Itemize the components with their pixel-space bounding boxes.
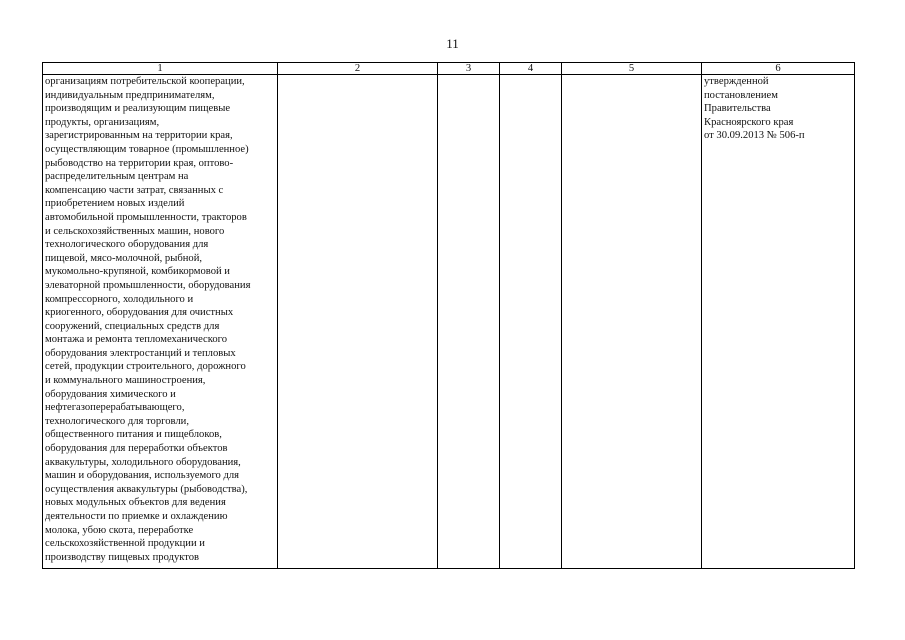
text-line: производству пищевых продуктов — [45, 551, 200, 563]
text-line: осуществления аквакультуры (рыбоводства), — [45, 483, 248, 495]
text-line: монтажа и ремонта тепломеханического — [45, 334, 228, 346]
text-line: общественного питания и пищеблоков, — [45, 429, 222, 441]
cell-col-3 — [438, 75, 500, 569]
text-line: производящим и реализующим пищевые — [45, 103, 231, 115]
cell-recipients-description — [43, 75, 278, 569]
text-line: автомобильной промышленности, тракторов — [45, 211, 247, 223]
text-line: пищевой, мясо-молочной, рыбной, — [45, 252, 203, 264]
text-line: Правительства — [704, 103, 771, 115]
text-line: приобретением новых изделий — [45, 198, 185, 210]
text-line: компенсацию части затрат, связанных с — [45, 184, 224, 196]
text-line: новых модульных объектов для ведения — [45, 497, 226, 509]
text-line: постановлением — [704, 89, 778, 101]
text-line: организациям потребительской кооперации, — [45, 76, 245, 87]
text-line: технологического для торговли, — [45, 415, 189, 427]
cell-col-5 — [562, 75, 702, 569]
text-line: утвержденной — [704, 76, 769, 87]
text-line: от 30.09.2013 № 506-п — [704, 130, 805, 142]
text-line: машин и оборудования, используемого для — [45, 470, 240, 482]
text-line: сельскохозяйственной продукции и — [45, 538, 205, 550]
text-line: оборудования химического и — [45, 388, 176, 400]
text-line: оборудования для переработки объектов — [45, 443, 228, 455]
column-header-3: 3 — [438, 63, 500, 75]
text-line: нефтегазоперерабатывающего, — [45, 402, 185, 414]
text-line: компрессорного, холодильного и — [45, 293, 194, 305]
column-header-1: 1 — [43, 63, 278, 75]
text-line: и сельскохозяйственных машин, нового — [45, 225, 225, 237]
text-line: продукты, организациям, — [45, 116, 160, 128]
text-line: оборудования электростанций и тепловых — [45, 347, 236, 359]
data-table — [42, 62, 855, 569]
text-line: сетей, продукции строительного, дорожного — [45, 361, 246, 373]
text-line: рыбоводство на территории края, оптово- — [45, 157, 234, 169]
text-line: зарегистрированным на территории края, — [45, 130, 233, 142]
text-line: молока, убою скота, переработке — [45, 524, 194, 536]
text-line: криогенного, оборудования для очистных — [45, 307, 234, 319]
table-row — [43, 75, 855, 569]
text-line: сооружений, специальных средств для — [45, 320, 220, 332]
cell-col-4 — [500, 75, 562, 569]
text-line: индивидуальным предпринимателям, — [45, 89, 215, 101]
column-header-5: 5 — [562, 63, 702, 75]
column-header-2: 2 — [278, 63, 438, 75]
text-line: технологического оборудования для — [45, 239, 209, 251]
cell-approval-reference — [702, 75, 855, 569]
page-number: 11 — [446, 36, 459, 51]
column-header-4: 4 — [500, 63, 562, 75]
text-line: Красноярского края — [704, 116, 794, 128]
text-line: деятельности по приемке и охлаждению — [45, 511, 228, 522]
text-line: аквакультуры, холодильного оборудования, — [45, 456, 241, 468]
text-line: и коммунального машиностроения, — [45, 375, 206, 387]
column-header-6: 6 — [702, 63, 855, 75]
table-header-row — [43, 63, 855, 75]
text-line: осуществляющим товарное (промышленное) — [45, 143, 249, 155]
text-line: распределительным центрам на — [45, 171, 189, 183]
text-line: элеваторной промышленности, оборудования — [45, 279, 251, 291]
text-line: мукомольно-крупяной, комбикормовой и — [45, 266, 230, 278]
cell-col-2 — [278, 75, 438, 569]
